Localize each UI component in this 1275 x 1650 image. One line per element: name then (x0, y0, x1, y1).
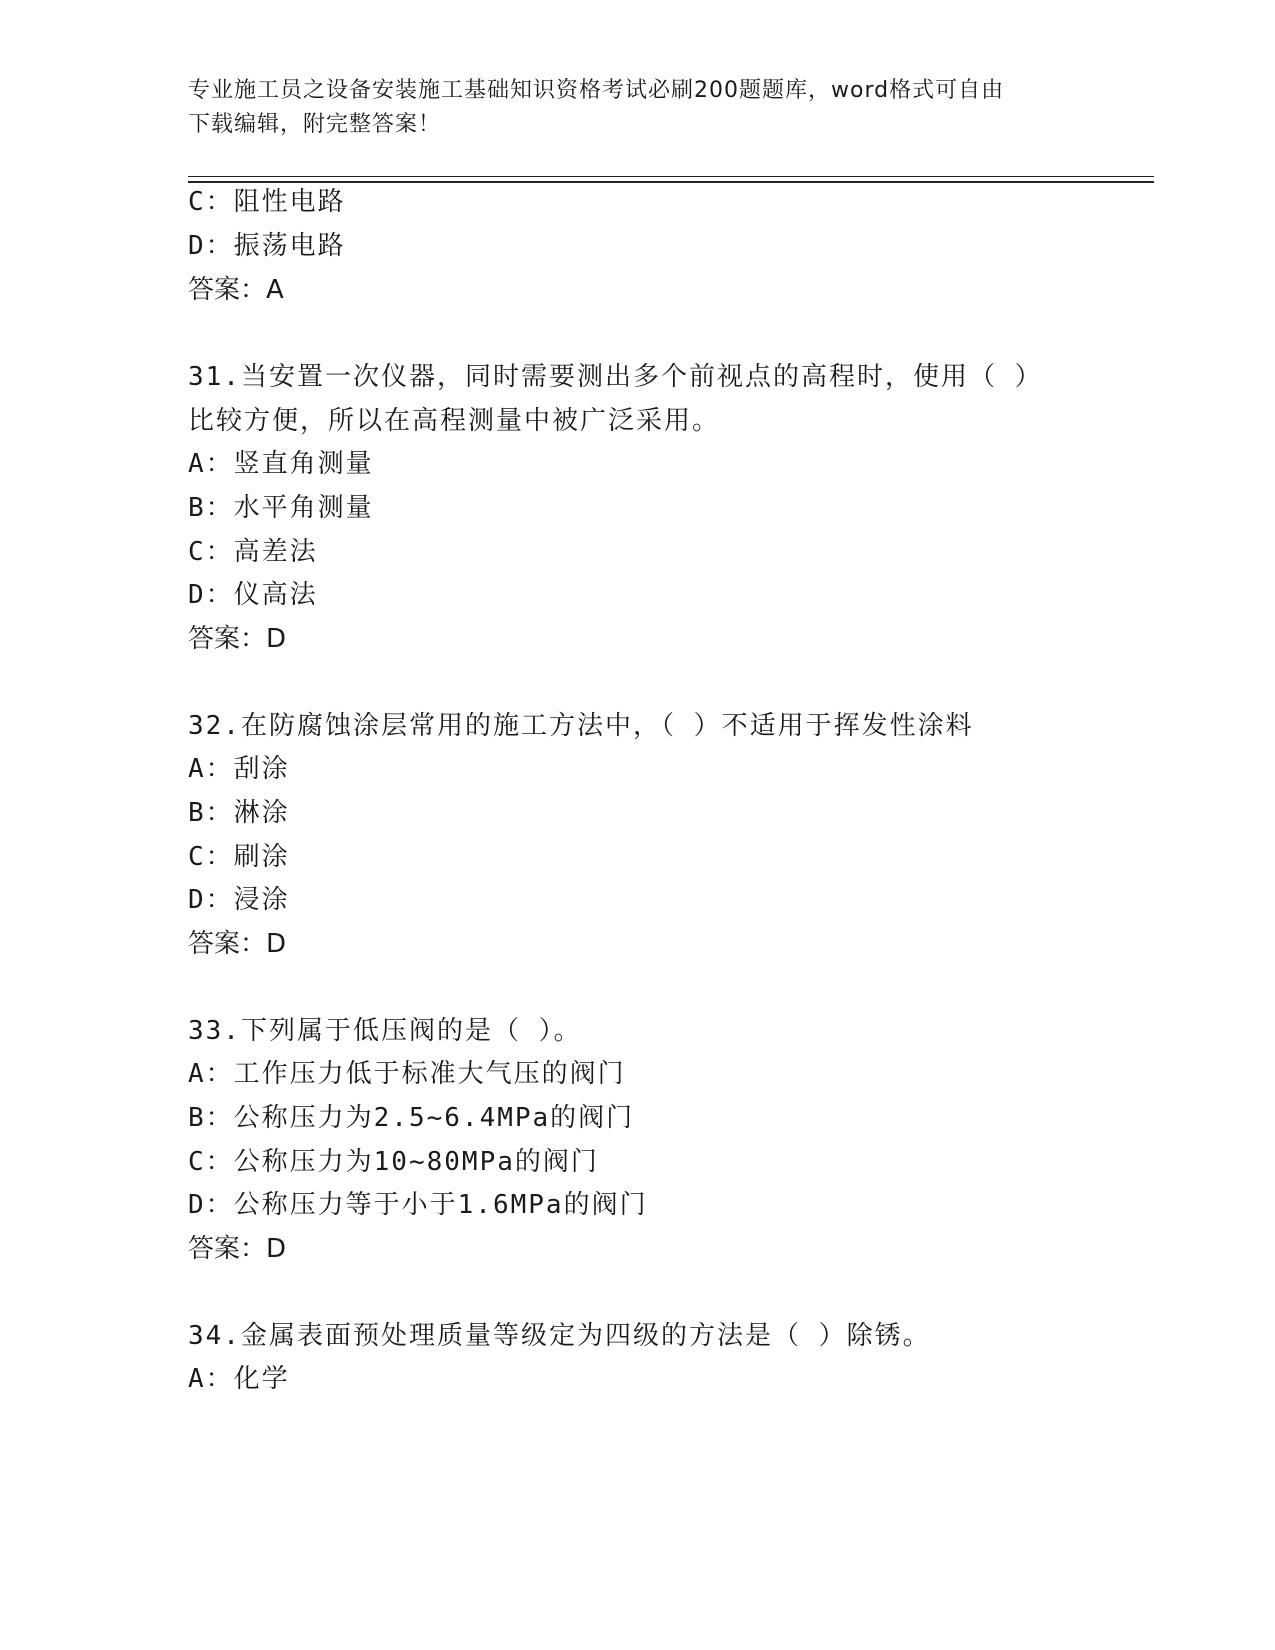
q33-option-c: C：公称压力为10~80MPa的阀门 (188, 1147, 599, 1177)
q33-option-a: A：工作压力低于标准大气压的阀门 (188, 1059, 626, 1089)
prev-answer: 答案：A (188, 275, 284, 305)
document-header (188, 74, 1088, 142)
q33-answer: 答案：D (188, 1234, 287, 1264)
header-line-1: 专业施工员之设备安装施工基础知识资格考试必刷200题题库，word格式可自由 (188, 78, 1005, 103)
q31-question-line-2: 比较方便，所以在高程测量中被广泛采用。 (188, 406, 721, 436)
q31-option-c: C：高差法 (188, 537, 318, 567)
header-line-2: 下载编辑，附完整答案！ (188, 112, 442, 137)
q33-option-d: D：公称压力等于小于1.6MPa的阀门 (188, 1190, 648, 1220)
header-divider-thin (188, 176, 1154, 177)
prev-option-c: C：阻性电路 (188, 187, 346, 217)
q33-option-b: B：公称压力为2.5~6.4MPa的阀门 (188, 1103, 635, 1133)
q33-question: 33.下列属于低压阀的是（ ）。 (188, 1016, 582, 1046)
q31-question-line-1: 31.当安置一次仪器，同时需要测出多个前视点的高程时，使用（ ） (188, 362, 1043, 392)
q32-option-c: C：刷涂 (188, 842, 290, 872)
q32-option-b: B：淋涂 (188, 798, 290, 828)
prev-option-d: D：振荡电路 (188, 231, 346, 261)
q31-option-a: A：竖直角测量 (188, 449, 374, 479)
q32-question: 32.在防腐蚀涂层常用的施工方法中，（ ）不适用于挥发性涂料 (188, 711, 974, 741)
q32-answer: 答案：D (188, 929, 287, 959)
q34-question: 34.金属表面预处理质量等级定为四级的方法是（ ）除锈。 (188, 1321, 931, 1351)
q31-answer: 答案：D (188, 624, 287, 654)
q34-option-a: A：化学 (188, 1364, 290, 1394)
q31-option-b: B：水平角测量 (188, 493, 374, 523)
q31-option-d: D：仪高法 (188, 580, 318, 610)
header-divider-thick (188, 181, 1154, 183)
q32-option-a: A：刮涂 (188, 754, 290, 784)
q32-option-d: D：浸涂 (188, 885, 290, 915)
